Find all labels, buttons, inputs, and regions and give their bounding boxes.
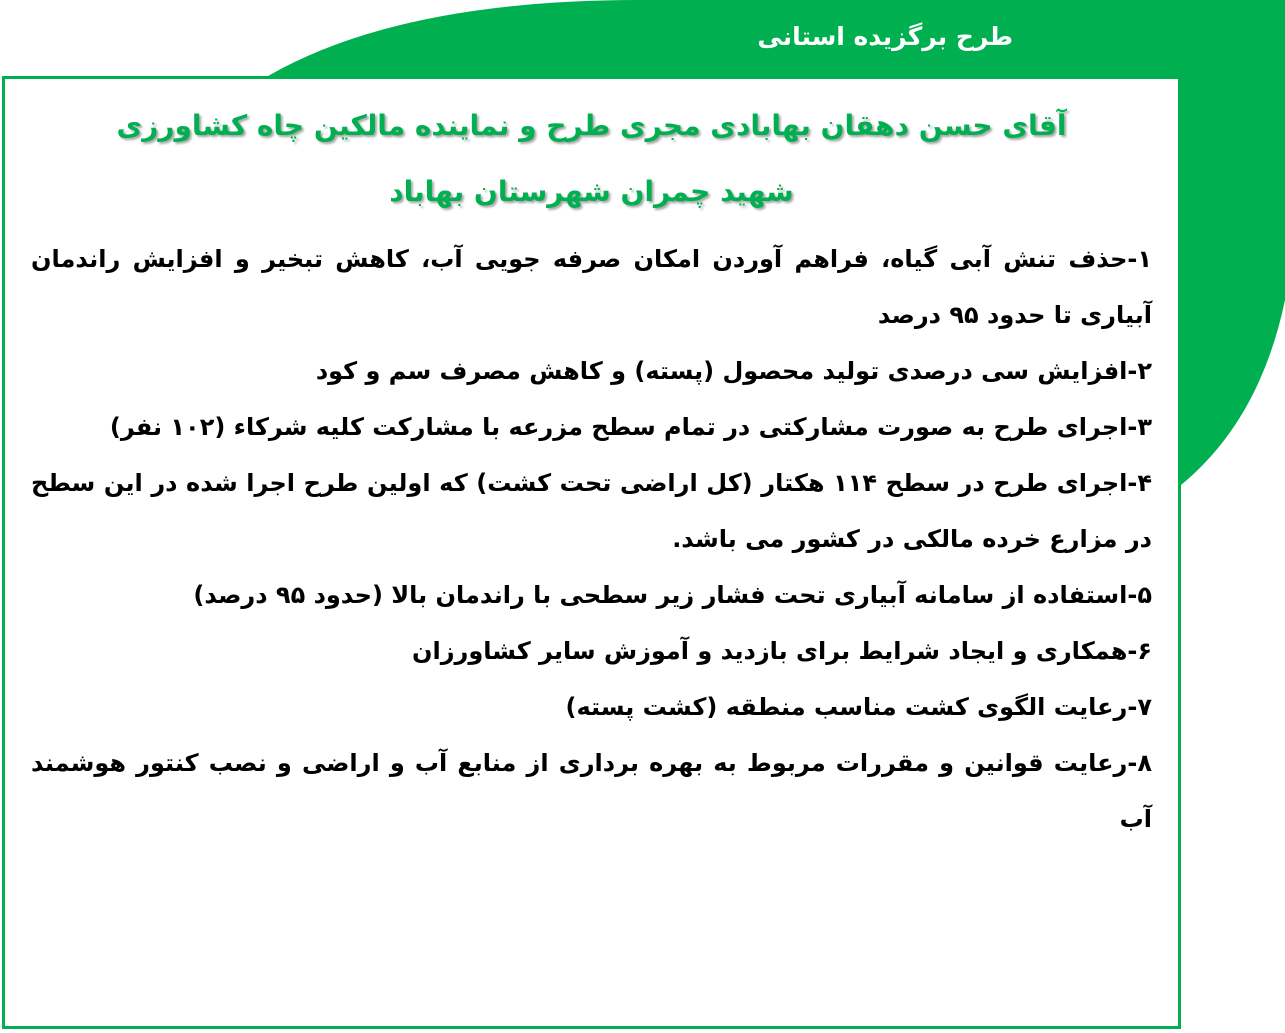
list-item: ۶-همکاری و ایجاد شرایط برای بازدید و آموزش سایر کشاورزان [412,637,1152,665]
list-item: ۱-حذف تنش آبی گیاه، فراهم آوردن امکان صرفه جویی آب، کاهش تبخیر و افزایش راندمان آبیاری تا حدود ۹۵ درصد [31,245,1152,329]
subtitle [5,79,1178,225]
list-item: ۴-اجرای طرح در سطح ۱۱۴ هکتار (کل اراضی تحت کشت) که اولین طرح اجرا شده در این سطح در مزارع خرده مالکی در کشور می باشد. [31,469,1152,553]
content-box [2,76,1181,1029]
header-title: طرح برگزیده استانی [757,22,1013,51]
list-item: ۸-رعایت قوانین و مقررات مربوط به بهره برداری از منابع آب و اراضی و نصب کنتور هوشمند آب [31,749,1152,833]
list-item: ۷-رعایت الگوی کشت مناسب منطقه (کشت پسته) [565,693,1152,721]
list-item: ۳-اجرای طرح به صورت مشارکتی در تمام سطح مزرعه با مشارکت کلیه شرکاء (۱۰۲ نفر) [109,413,1152,441]
subtitle-line-2: شهید چمران شهرستان بهاباد [389,175,794,208]
achievements-list [5,225,1178,847]
list-item: ۲-افزایش سی درصدی تولید محصول (پسته) و کاهش مصرف سم و کود [315,357,1152,385]
subtitle-line-1: آقای حسن دهقان بهابادی مجری طرح و نماینده مالکین چاه کشاورزی [116,109,1067,142]
list-item: ۵-استفاده از سامانه آبیاری تحت فشار زیر سطحی با راندمان بالا (حدود ۹۵ درصد) [193,581,1152,609]
